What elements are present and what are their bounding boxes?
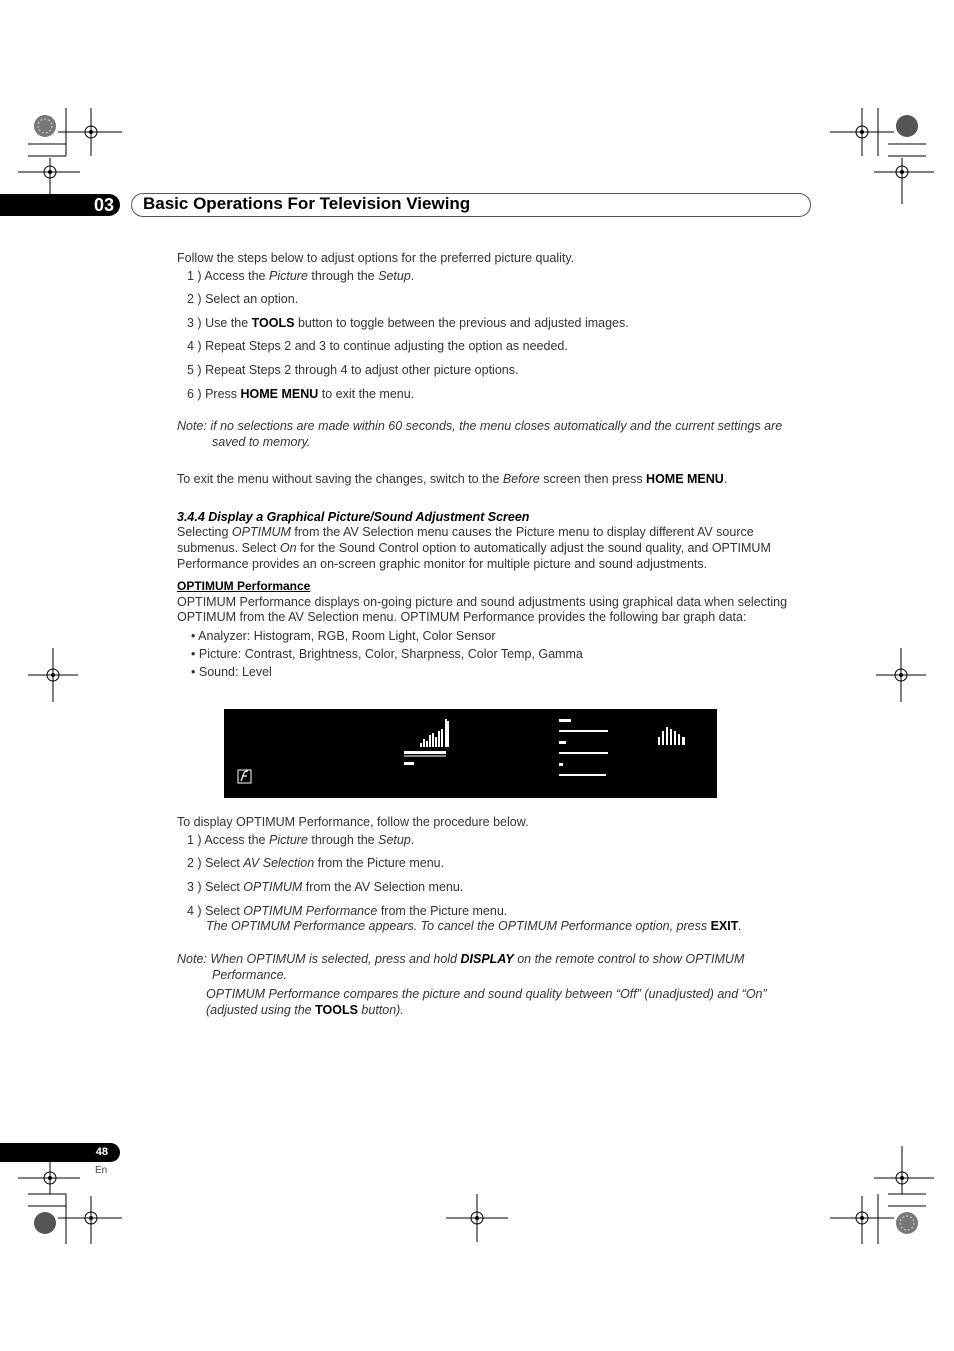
text-run: from the Picture menu.: [377, 904, 508, 918]
optimum-graph-illustration: [224, 709, 717, 798]
text-run: OPTIMUM Performance: [243, 904, 378, 918]
text-run: Picture: [269, 269, 308, 283]
bullet-text: Picture: Contrast, Brightness, Color, Sharpness, Color Temp, Gamma: [198, 647, 583, 661]
text-run: through the: [307, 833, 379, 847]
chapter-title: Basic Operations For Television Viewing: [143, 194, 471, 213]
bullet-item: [191, 628, 496, 644]
language-label: En: [95, 1165, 108, 1176]
text-run: Select: [205, 856, 244, 870]
text-run: Use the: [205, 316, 252, 330]
text-run: Selecting: [177, 525, 232, 539]
bullet-icon: •: [191, 647, 199, 661]
optimum-performance-screen: [224, 709, 717, 798]
step-number: 6 ): [187, 387, 206, 401]
text-run: for the Sound Control option to automatically adjust the sound quality, and OPTIMUM: [296, 541, 771, 555]
text-run: screen then press: [539, 472, 647, 486]
step-item: [187, 362, 518, 378]
step-number: 4 ): [187, 339, 206, 353]
step-number: 1 ): [187, 833, 205, 847]
step-number: 1 ): [187, 269, 205, 283]
text-run: Repeat Steps 2 and 3 to continue adjusting the option as needed.: [205, 339, 568, 353]
text-run: .: [410, 269, 415, 283]
text-run: Select an option.: [205, 292, 299, 306]
step-item: [187, 879, 463, 895]
step-item: [187, 291, 298, 307]
text-run: To exit the menu without saving the changes, switch to the: [177, 472, 503, 486]
note-line: OPTIMUM Performance compares the picture and sound quality between “Off” (unadjusted) and “On”: [206, 987, 767, 1001]
text-run: EXIT: [710, 919, 739, 933]
text-run: from the AV Selection menu.: [302, 880, 464, 894]
text-run: Select: [205, 880, 244, 894]
text-run: from the AV Selection menu causes the Picture menu to display different AV source: [290, 525, 754, 539]
bullet-text: Sound: Level: [198, 665, 272, 679]
text-run: Repeat Steps 2 through 4 to adjust other picture options.: [205, 363, 519, 377]
text-run: .: [723, 472, 728, 486]
subsection-heading: OPTIMUM Performance: [177, 579, 311, 593]
text-run: .: [738, 919, 742, 933]
text-run: TOOLS: [251, 316, 295, 330]
note-line: [210, 952, 744, 966]
text-run: through the: [307, 269, 379, 283]
text-run: HOME MENU: [240, 387, 319, 401]
chapter-number: 03: [0, 194, 120, 216]
text-run: .: [410, 833, 415, 847]
text-run: AV Selection: [243, 856, 315, 870]
section-paragraph: Performance provides an on-screen graphic monitor for multiple picture and sound adjustments.: [177, 557, 708, 571]
bullet-text: Analyzer: Histogram, RGB, Room Light, Color Sensor: [198, 629, 496, 643]
text-run: Setup: [378, 269, 411, 283]
text-run: The OPTIMUM Performance appears. To cancel the OPTIMUM Performance option, press: [206, 919, 711, 933]
text-run: Select: [205, 904, 244, 918]
text-run: Before: [502, 472, 540, 486]
text-run: button to toggle between the previous and adjusted images.: [294, 316, 629, 330]
section-paragraph: [177, 524, 754, 540]
step-item: [187, 855, 444, 871]
text-run: on the remote control to show OPTIMUM: [513, 952, 745, 966]
bullet-icon: •: [191, 629, 199, 643]
step-item: [187, 903, 507, 919]
page-number: 48: [0, 1143, 120, 1162]
note-line: saved to memory.: [212, 435, 311, 449]
step-item: [187, 338, 568, 354]
text-run: HOME MENU: [646, 472, 724, 486]
step-note: [206, 918, 742, 934]
step-number: 4 ): [187, 904, 206, 918]
step-item: [187, 268, 414, 284]
exit-instruction: [177, 471, 727, 487]
optimum-paragraph: OPTIMUM from the AV Selection menu. OPTIMUM Performance provides the following bar graph data:: [177, 610, 747, 624]
text-run: submenus. Select: [177, 541, 280, 555]
text-run: OPTIMUM: [231, 525, 291, 539]
text-run: to exit the menu.: [318, 387, 415, 401]
intro-text: Follow the steps below to adjust options for the preferred picture quality.: [177, 251, 575, 265]
text-run: OPTIMUM: [243, 880, 303, 894]
text-run: On: [279, 541, 297, 555]
step-number: 5 ): [187, 363, 206, 377]
note-line: [206, 1002, 404, 1018]
text-run: (adjusted using the: [206, 1003, 316, 1017]
bullet-icon: •: [191, 665, 199, 679]
text-run: from the Picture menu.: [314, 856, 445, 870]
text-run: TOOLS: [315, 1003, 358, 1017]
text-run: Press: [205, 387, 241, 401]
text-run: button).: [357, 1003, 404, 1017]
note: [177, 418, 817, 434]
step-item: [187, 315, 629, 331]
note-line: if no selections are made within 60 seconds, the menu closes automatically and the current settings are: [210, 419, 783, 433]
procedure-intro: To display OPTIMUM Performance, follow the procedure below.: [177, 815, 529, 829]
bullet-item: [191, 646, 583, 662]
optimum-paragraph: OPTIMUM Performance displays on-going picture and sound adjustments using graphical data when selecting: [177, 595, 788, 609]
step-number: 2 ): [187, 856, 206, 870]
text-run: Setup: [378, 833, 411, 847]
note-label: Note:: [177, 952, 207, 966]
text-run: DISPLAY: [460, 952, 514, 966]
step-item: [187, 832, 414, 848]
note: [177, 951, 744, 967]
bullet-item: [191, 664, 272, 680]
step-number: 2 ): [187, 292, 206, 306]
text-run: Access the: [204, 269, 269, 283]
optimum-logo-icon: [241, 771, 248, 781]
step-number: 3 ): [187, 316, 206, 330]
text-run: When OPTIMUM is selected, press and hold: [210, 952, 461, 966]
section-paragraph: [177, 540, 771, 556]
text-run: Access the: [204, 833, 269, 847]
note-line: Performance.: [212, 968, 288, 982]
section-heading: 3.4.4 Display a Graphical Picture/Sound Adjustment Screen: [177, 510, 530, 524]
step-number: 3 ): [187, 880, 206, 894]
step-item: [187, 386, 414, 402]
text-run: Picture: [269, 833, 308, 847]
note-label: Note:: [177, 419, 207, 433]
